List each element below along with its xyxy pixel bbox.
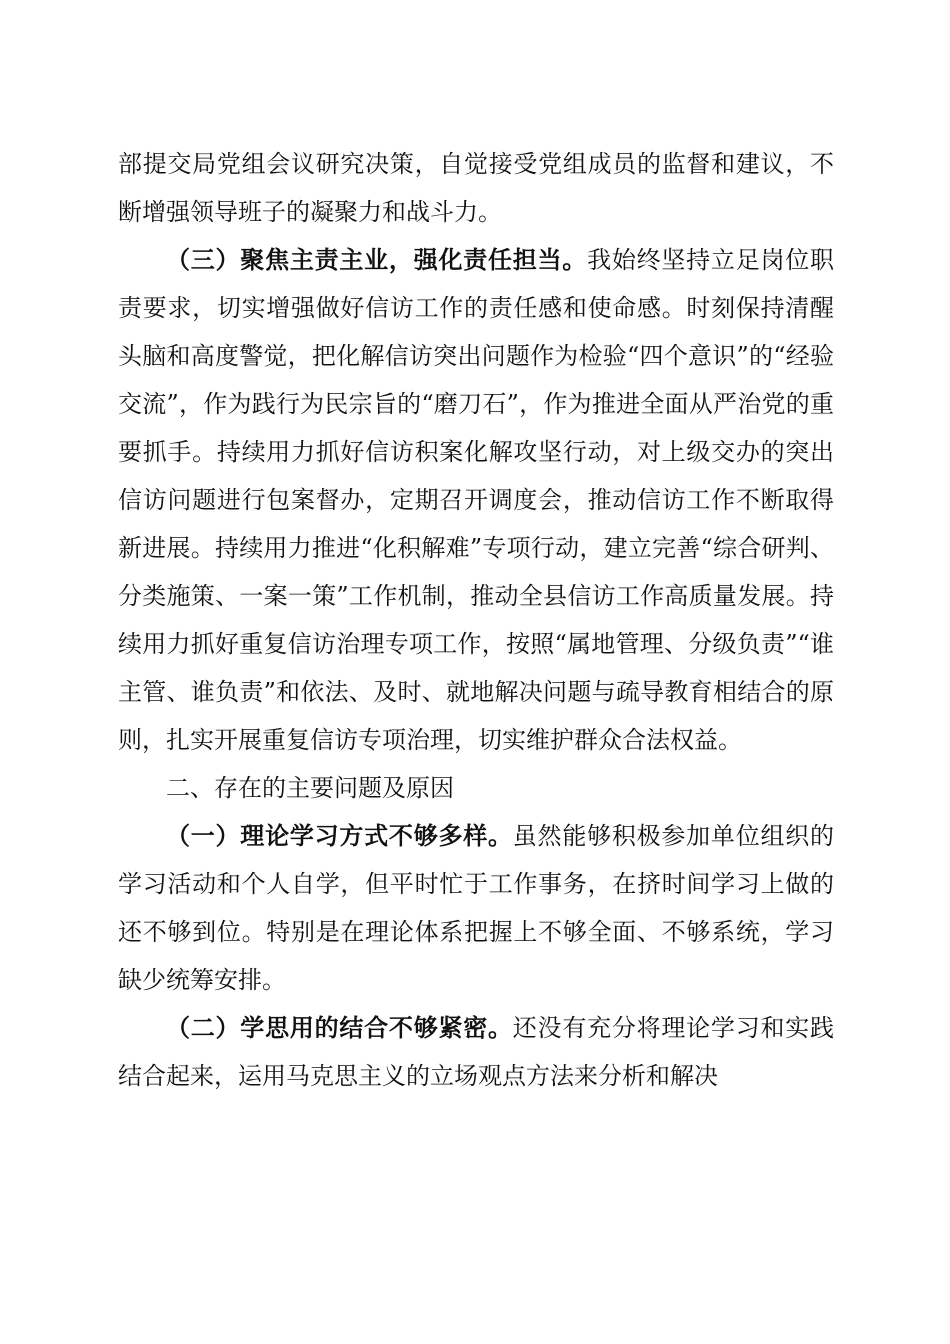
paragraph-continuation [118,140,834,236]
paragraph-lead-heading: （一）理论学习方式不够多样。 [166,821,513,850]
document-body [118,140,834,1100]
paragraph-text: 虽然能够积极参加单位组织的学习活动和个人自学，但平时忙于工作事务，在挤时间学习上做的还不够到位。特别是在理论体系把握上不够全面、不够系统，学习缺少统筹安排。 [118,822,835,994]
paragraph-text: 还没有充分将理论学习和实践结合起来，运用马克思主义的立场观点方法来分析和解决 [118,1014,835,1090]
paragraph-text: 部提交局党组会议研究决策，自觉接受党组成员的监督和建议，不断增强领导班子的凝聚力和战斗力。 [118,150,834,226]
paragraph-lead-heading: （三）聚焦主责主业，强化责任担当。 [166,245,588,274]
section-heading [118,764,834,812]
paragraph-problem-2 [118,1004,834,1100]
section-heading-text: 二、存在的主要问题及原因 [166,774,454,802]
paragraph-section-3 [118,236,834,764]
paragraph-problem-1 [118,812,834,1004]
paragraph-lead-heading: （二）学思用的结合不够紧密。 [166,1013,513,1042]
paragraph-text: 我始终坚持立足岗位职责要求，切实增强做好信访工作的责任感和使命感。时刻保持清醒头脑和高度警觉，把化解信访突出问题作为检验“四个意识”的“经验交流”，作为践行为民宗旨的“磨刀石”，作为推进全面从严治党的重要抓手。持续用力抓好信访积案化解攻坚行动，对上级交办的突出信访问题进行包案督办，定期召开调度会，推动信访工作不断取得新进展。持续用力推进“化积解难”专项行动，建立完善“综合研判、分类施策、一案一策”工作机制，推动全县信访工作高质量发展。持续用力抓好重复信访治理专项工作，按照“属地管理、分级负责”“谁主管、谁负责”和依法、及时、就地解决问题与疏导教育相结合的原则，扎实开展重复信访专项治理，切实维护群众合法权益。 [118,246,835,754]
